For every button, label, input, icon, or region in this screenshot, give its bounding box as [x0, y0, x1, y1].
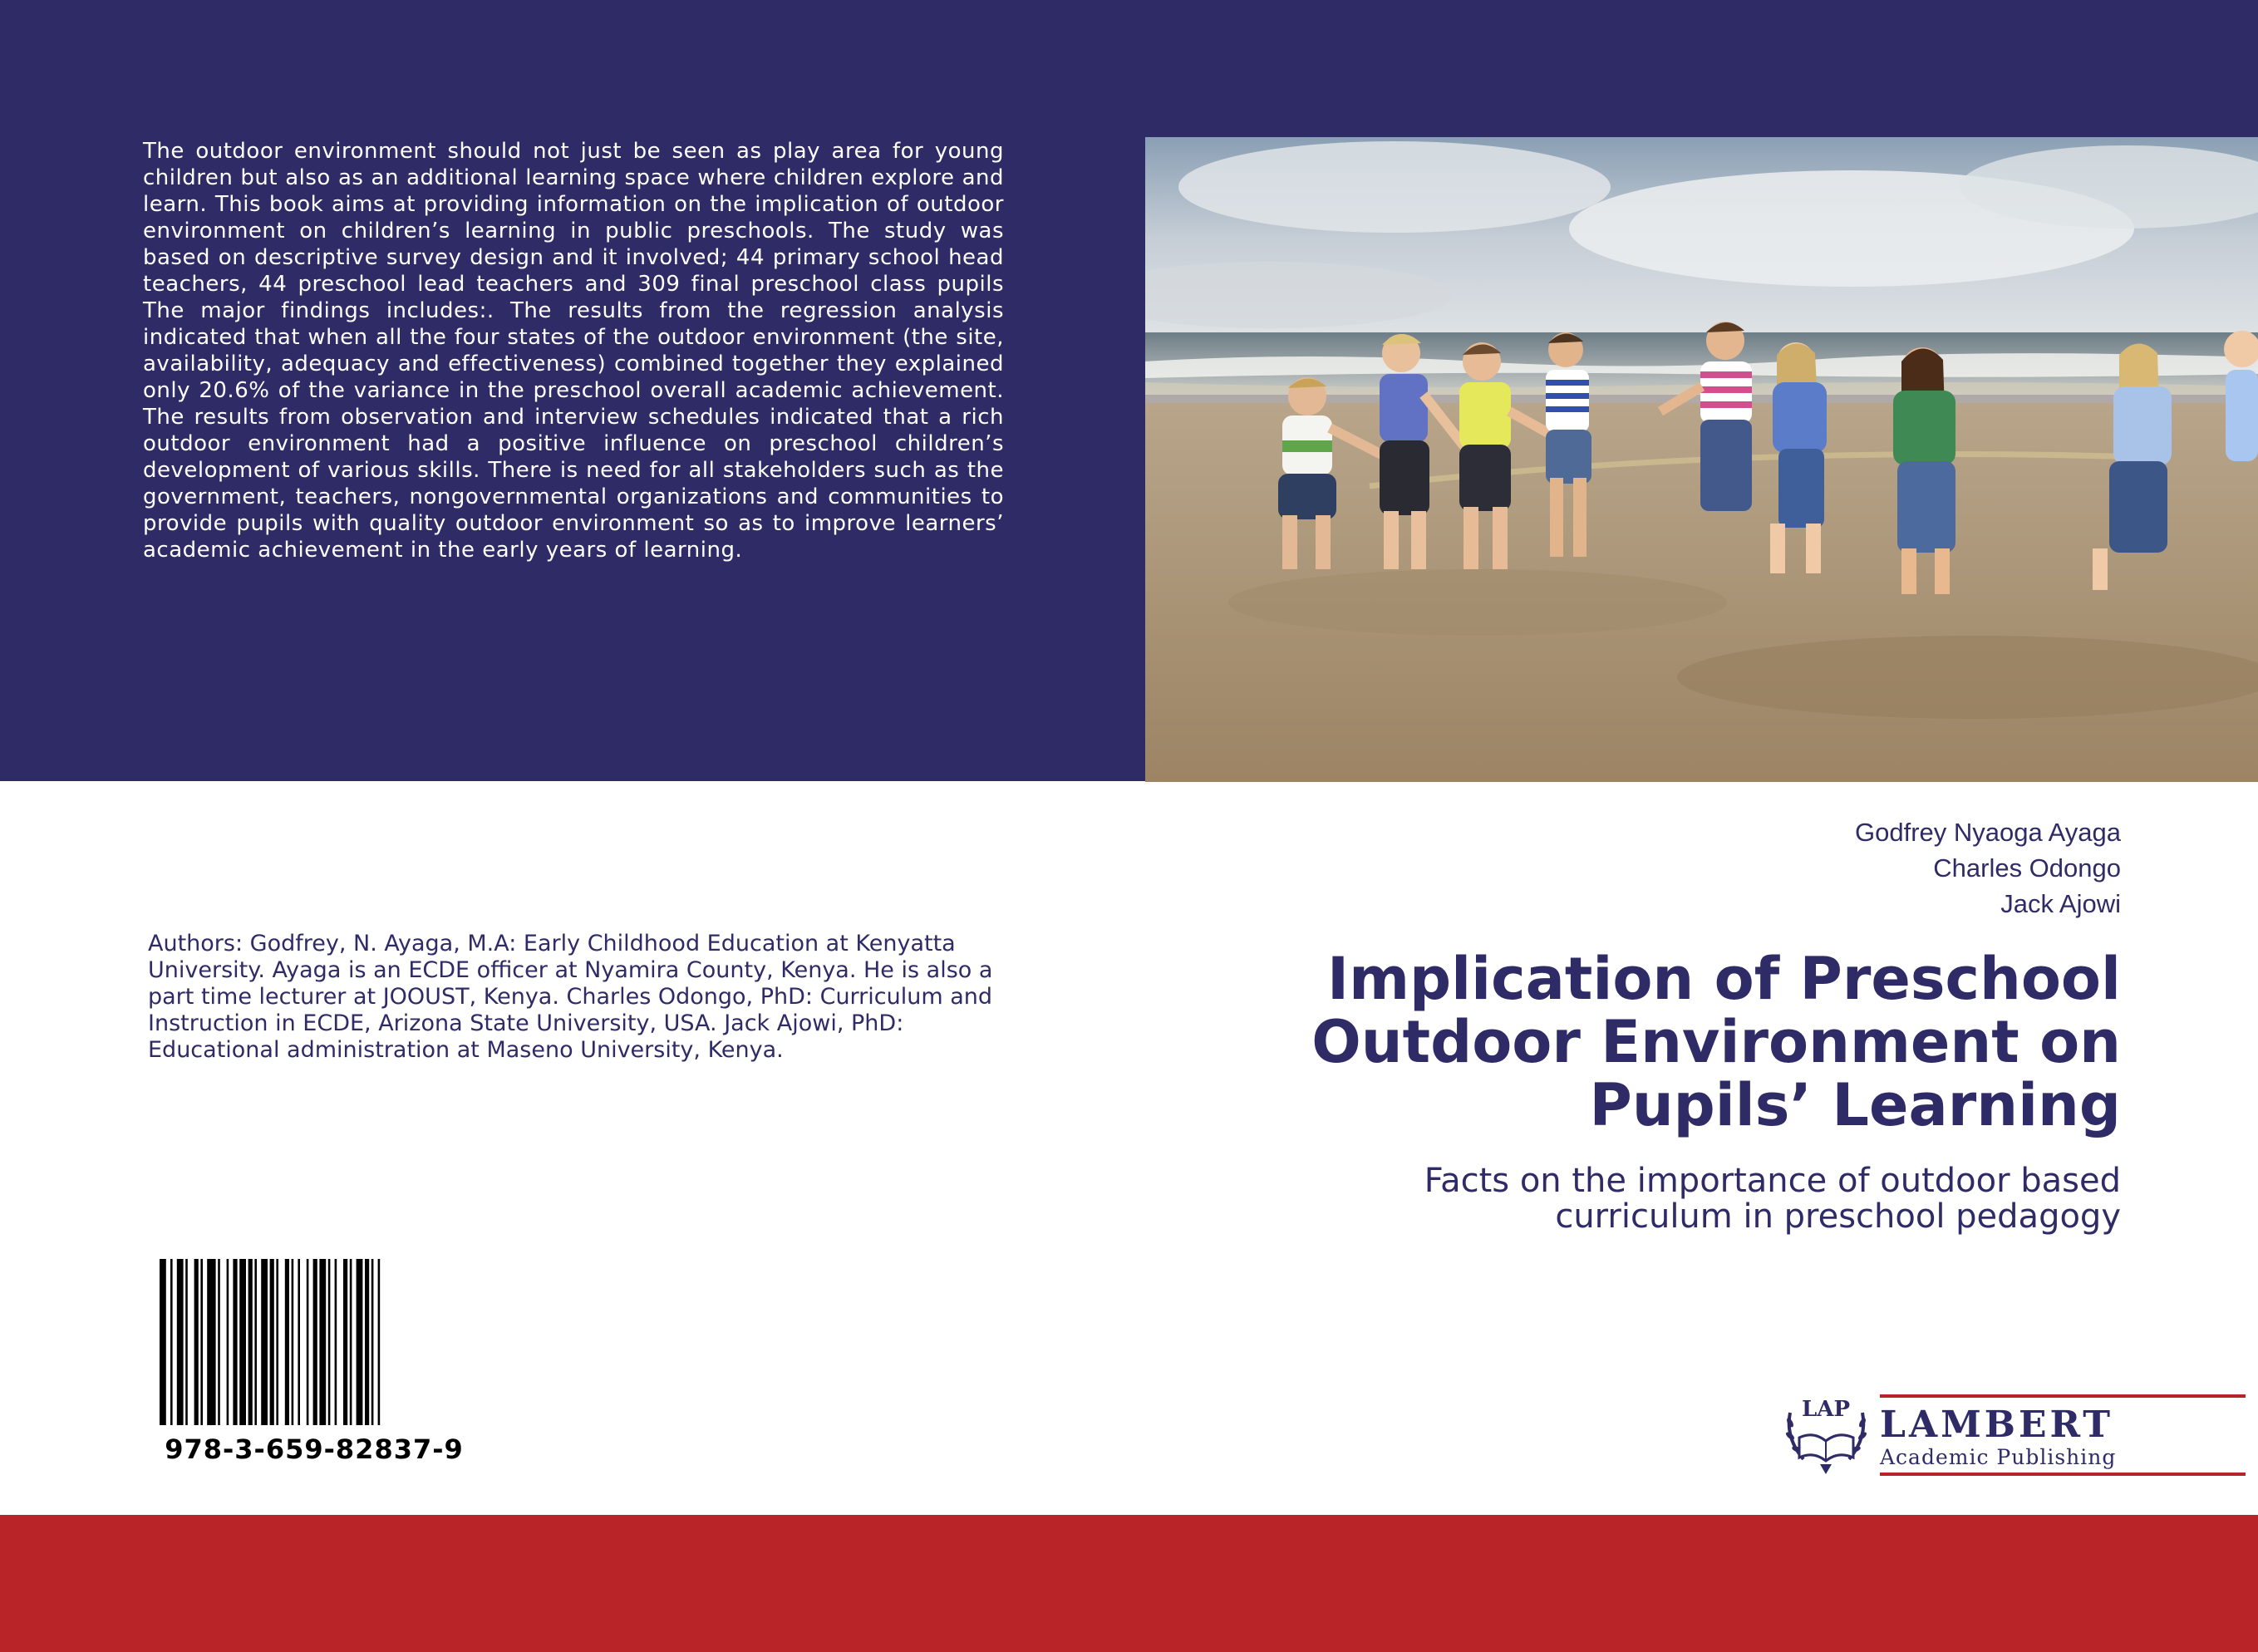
- cover-bottom-band: [0, 1515, 2258, 1652]
- barcode-bar: [239, 1259, 246, 1425]
- authors-bio: Authors: Godfrey, N. Ayaga, M.A: Early Childhood Education at Kenyatta University. Ayaga is an ECDE officer at Nyamira County, Kenya. He is also a part time lecturer at JOOUST, Kenya. Charles Odongo, PhD: Curriculum and Instruction in ECDE, Arizona State University, USA. Jack Ajowi, PhD: Educational administration at Maseno University, Kenya.: [148, 931, 993, 1063]
- barcode-bar: [185, 1259, 188, 1425]
- author-name: Jack Ajowi: [2000, 889, 2121, 918]
- book-subtitle: Facts on the importance of outdoor based curriculum in preschool pedagogy: [1424, 1162, 2121, 1236]
- barcode-bar: [335, 1259, 337, 1425]
- barcode-bar: [313, 1259, 317, 1425]
- barcode-bar: [194, 1259, 199, 1425]
- publisher-name: LAMBERT: [1880, 1404, 2114, 1446]
- author-name: Godfrey Nyaoga Ayaga: [1855, 818, 2121, 847]
- open-book-laurel-icon: [1778, 1388, 1874, 1479]
- barcode-bar: [343, 1259, 347, 1425]
- barcode-bar: [200, 1259, 203, 1425]
- barcode-bar: [276, 1259, 278, 1425]
- barcode-bar: [170, 1259, 173, 1425]
- barcode-bar: [233, 1259, 237, 1425]
- lap-emblem-text: LAP: [1801, 1397, 1851, 1422]
- barcode-icon: [156, 1259, 472, 1425]
- barcode-bar: [261, 1259, 268, 1425]
- author-name: Charles Odongo: [1933, 853, 2121, 883]
- barcode-bar: [319, 1259, 326, 1425]
- barcode-bar: [365, 1259, 369, 1425]
- publisher-subtitle: Academic Publishing: [1880, 1445, 2117, 1469]
- children-tug-of-war-beach-photo: [1145, 137, 2258, 782]
- cover-photo: [1145, 137, 2258, 782]
- barcode-bar: [270, 1259, 274, 1425]
- publisher-rule-bottom: [1880, 1473, 2246, 1476]
- barcode-bar: [160, 1259, 166, 1425]
- barcode-bar: [292, 1259, 294, 1425]
- barcode-bar: [207, 1259, 215, 1425]
- barcode-bar: [307, 1259, 309, 1425]
- publisher-logo: [1778, 1388, 2144, 1479]
- barcode-bar: [378, 1259, 381, 1425]
- barcode-bar: [254, 1259, 257, 1425]
- barcode-bar: [298, 1259, 300, 1425]
- barcode-bar: [357, 1259, 363, 1425]
- barcode-bar: [248, 1259, 253, 1425]
- barcode-bar: [371, 1259, 374, 1425]
- barcode-bar: [328, 1259, 331, 1425]
- isbn-number: 978-3-659-82837-9: [165, 1433, 464, 1465]
- barcode-bar: [177, 1259, 184, 1425]
- author-list: [1855, 814, 2121, 922]
- barcode-bar: [285, 1259, 289, 1425]
- book-title: Implication of Preschool Outdoor Environment on Pupils’ Learning: [1311, 945, 2121, 1139]
- barcode-bar: [218, 1259, 220, 1425]
- back-cover-blurb: The outdoor environment should not just be seen as play area for young children but also as an additional learning space where children explore and learn. This book aims at providing information on the implication of outdoor environment on children’s learning in public preschools. The study was based on descriptive survey design and it involved; 44 primary school head teachers, 44 preschool lead teachers and 309 final preschool class pupils The major findings includes:. The results from the regression analysis indicated that when all the four states of the outdoor environment (the site, availability, adequacy and effectiveness) combined together they explained only 20.6% of the variance in the preschool overall academic achievement. The results from observation and interview schedules indicated that a rich outdoor environment had a positive influence on preschool children’s development of various skills. There is need for all stakeholders such as the government, teachers, nongovernmental organizations and communities to provide pupils with quality outdoor environment so as to improve learners’ academic achievement in the early years of learning.: [143, 139, 1004, 563]
- barcode-bar: [227, 1259, 229, 1425]
- barcode-bar: [350, 1259, 352, 1425]
- publisher-rule-top: [1880, 1394, 2246, 1398]
